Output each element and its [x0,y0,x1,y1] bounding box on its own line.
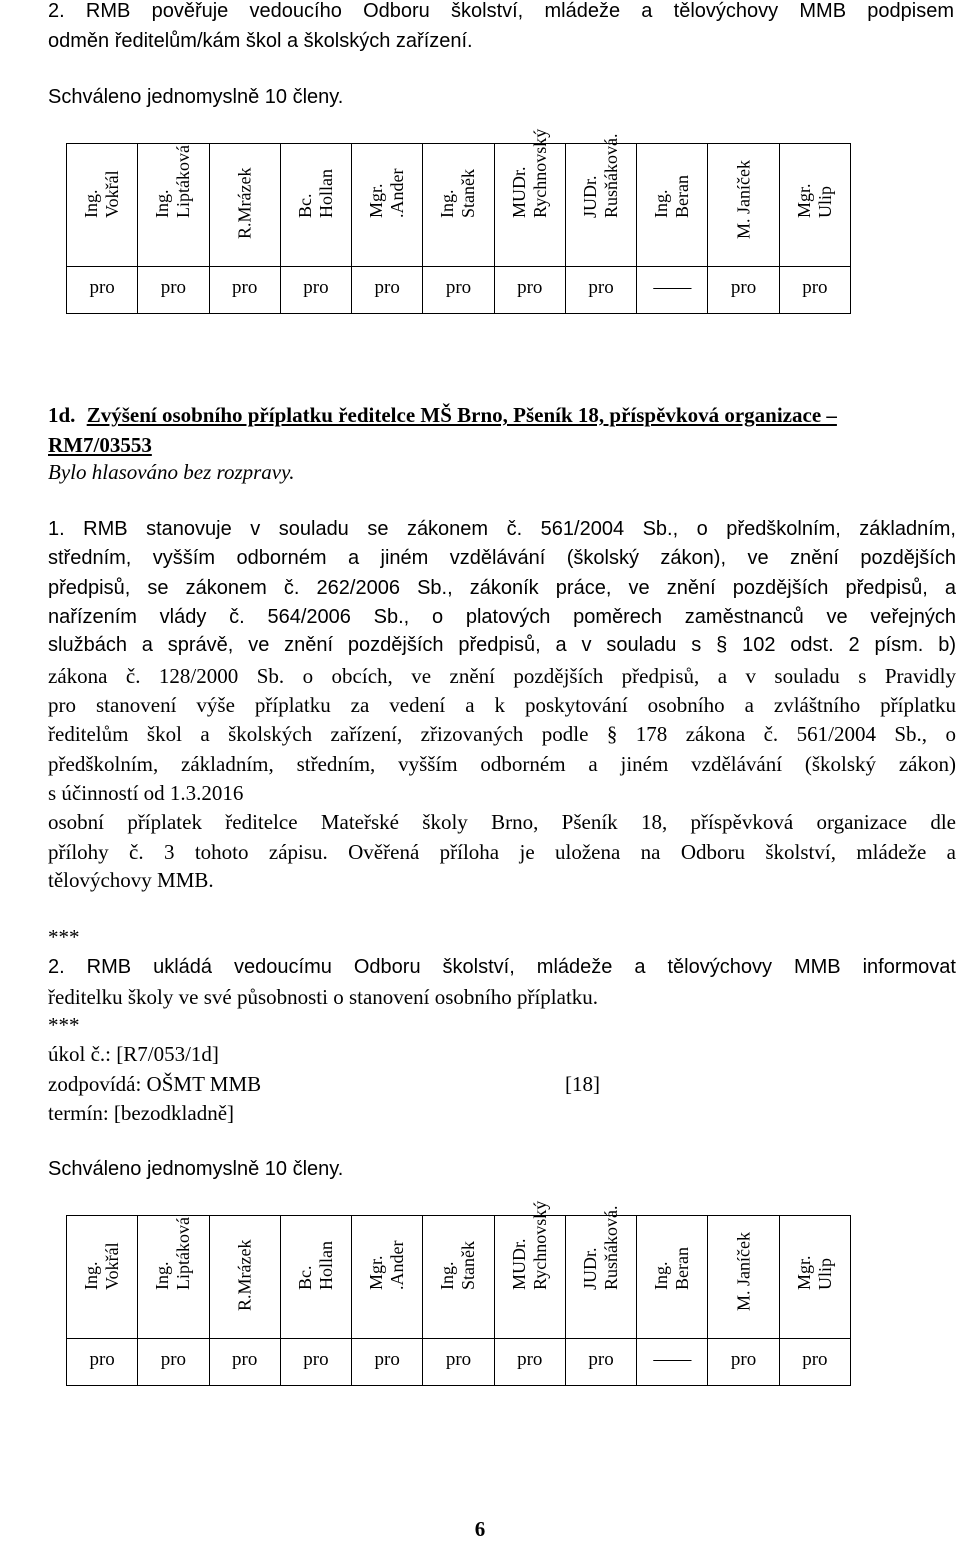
member-name: Ing. Liptáková [152,145,194,218]
vote-value-cell [67,1339,138,1385]
member-name-cell [281,1216,352,1339]
member-name: Mgr. Ulip [793,183,835,218]
vote-value: pro [89,1349,115,1370]
vote-value-cell [637,1339,708,1385]
member-name-cell [708,1216,779,1339]
vote-value-cell [780,1339,851,1385]
member-name: MUDr. Rychnovský [508,1200,550,1290]
section-title-line2: RM7/03553 [48,433,152,457]
vote-value-cell [281,267,352,313]
member-name: Bc. Hollan [294,169,336,218]
member-name-cell [566,1205,637,1339]
paragraph-line: 1. RMB stanovuje v souladu se zákonem č. 561/2004 Sb., o předškolním, základním, [48,518,956,540]
vote-value-cell [708,1339,779,1385]
member-name: Ing. Staněk [437,169,479,218]
member-name-cell [566,133,637,267]
vote-value-cell [566,267,637,313]
vote-value: pro [374,277,400,298]
member-name: Mgr. .Ander [366,1240,408,1290]
vote-value-cell [352,1339,423,1385]
vote-value: pro [303,277,329,298]
vote-value: pro [445,1349,472,1370]
member-name-cell [780,144,851,267]
vote-value: pro [232,1349,258,1370]
vote-value-cell [138,1339,209,1385]
paragraph-line: přílohy č. 3 tohoto zápisu. Ověřená příloha je uložena na Odboru školství, mládeže a [48,840,956,864]
paragraph-line: nařízením vlády č. 564/2006 Sb., o platových poměrech zaměstnanců ve veřejných [48,606,956,628]
paragraph-line: s účinností od 1.3.2016 [48,781,244,805]
member-name: M. Janíček [733,1232,754,1311]
member-name: Ing. Vokřál [81,170,123,218]
separator-stars-1: *** [48,925,80,949]
member-name: Ing. Beran [651,175,693,218]
member-name-cell [210,1216,281,1339]
vote-value: pro [89,277,115,298]
vote-value: pro [802,1349,828,1370]
vote-value-cell [637,267,708,313]
responsible-code: [18] [565,1072,600,1096]
paragraph-line: službách a správě, ve znění pozdějších předpisů, a v souladu s § 102 odst. 2 písm. b) [48,634,956,656]
deadline: termín: [bezodkladně] [48,1101,235,1125]
vote-value: pro [160,1349,187,1370]
resolution-2b-line2: ředitelku školy ve své působnosti o stanovení osobního příplatku. [48,985,599,1009]
paragraph-line: předpisů, se zákonem č. 262/2006 Sb., zákoník práce, ve znění pozdějších předpisů, a [48,577,956,599]
vote-value-cell [566,1339,637,1385]
member-name-cell [780,1216,851,1339]
approval-text-1: Schváleno jednomyslně 10 členy. [48,86,344,108]
vote-table-2 [66,1200,851,1386]
responsible: zodpovídá: OŠMT MMB [48,1072,262,1096]
vote-value-cell [495,1339,566,1385]
vote-value-cell [423,1339,494,1385]
paragraph-line: pro stanovení výše příplatku za vedení a k poskytování osobního a zvláštního příplatku [48,693,956,717]
member-name: R.Mrázek [234,167,255,239]
member-name: M. Janíček [733,160,754,239]
member-name: Ing. Beran [651,1247,693,1290]
section-number: 1d. [48,403,76,427]
member-name: Ing. Staněk [437,1241,479,1290]
member-name-cell [352,1216,423,1339]
vote-value: pro [445,277,472,298]
vote-value: pro [802,277,828,298]
vote-value: pro [517,1349,543,1370]
vote-table-1 [66,128,851,314]
member-name: Ing. Vokřál [81,1242,123,1290]
member-name: Mgr. Ulip [793,1255,835,1290]
section-subtitle: Bylo hlasováno bez rozpravy. [48,460,295,484]
member-name-cell [138,144,209,267]
vote-value: pro [588,1349,614,1370]
separator-stars-2: *** [48,1013,80,1037]
vote-value: pro [517,277,543,298]
task-number: úkol č.: [R7/053/1d] [48,1042,219,1066]
member-name: Ing. Liptáková [152,1217,194,1290]
member-name-cell [495,128,566,267]
vote-value-cell [210,1339,281,1385]
vote-value: pro [232,277,258,298]
vote-value: —— [653,277,692,298]
member-name-cell [708,144,779,267]
vote-value-cell [210,267,281,313]
section-title-line1: Zvýšení osobního příplatku ředitelce MŠ Brno, Pšeník 18, příspěvková organizace – [86,403,837,427]
vote-value-cell [352,267,423,313]
vote-value: pro [730,277,757,298]
member-name-cell [637,144,708,267]
member-name-cell [495,1200,566,1339]
member-name-cell [423,1216,494,1339]
paragraph-line: zákona č. 128/2000 Sb. o obcích, ve znění pozdějších předpisů, a v souladu s Pravidly [48,664,956,688]
paragraph-line: předškolním, základním, středním, vyšším odborném a jiném vzdělávání (školský zákon) [48,752,956,776]
member-name: JUDr. Rusňáková. [580,133,622,218]
vote-value: —— [653,1349,692,1370]
vote-value-cell [423,267,494,313]
member-name-cell [637,1216,708,1339]
member-name: R.Mrázek [234,1239,255,1311]
vote-value: pro [588,277,614,298]
vote-value-cell [67,267,138,313]
member-name-cell [281,144,352,267]
vote-value: pro [160,277,187,298]
member-name-cell [67,1216,138,1339]
resolution-2-line2: odměn ředitelům/kám škol a školských zařízení. [48,30,473,52]
member-name-cell [210,144,281,267]
member-name: Bc. Hollan [294,1241,336,1290]
vote-value-cell [708,267,779,313]
approval-text-2: Schváleno jednomyslně 10 členy. [48,1158,344,1180]
vote-value-cell [281,1339,352,1385]
vote-value: pro [730,1349,757,1370]
paragraph-line: tělovýchovy MMB. [48,868,214,892]
paragraph-line: ředitelům škol a školských zařízení, zřizovaných podle § 178 zákona č. 561/2004 Sb., o [48,722,956,746]
paragraph-line: středním, vyšším odborném a jiném vzdělávání (školský zákon), ve znění pozdějších [48,547,956,569]
section-heading [48,403,956,428]
vote-value: pro [374,1349,400,1370]
member-name-cell [352,144,423,267]
page-number: 6 [474,1517,486,1541]
vote-value: pro [303,1349,329,1370]
member-name-cell [138,1216,209,1339]
member-name: Mgr. .Ander [366,168,408,218]
member-name: MUDr. Rychnovský [508,128,550,218]
member-name-cell [67,144,138,267]
resolution-2b-line1: 2. RMB ukládá vedoucímu Odboru školství, mládeže a tělovýchovy MMB informovat [48,956,956,978]
vote-value-cell [138,267,209,313]
vote-value-cell [495,267,566,313]
resolution-2-line1: 2. RMB pověřuje vedoucího Odboru školství, mládeže a tělovýchovy MMB podpisem [48,0,954,22]
vote-value-cell [780,267,851,313]
member-name-cell [423,144,494,267]
member-name: JUDr. Rusňáková. [580,1205,622,1290]
paragraph-line: osobní příplatek ředitelce Mateřské školy Brno, Pšeník 18, příspěvková organizace dle [48,810,956,834]
